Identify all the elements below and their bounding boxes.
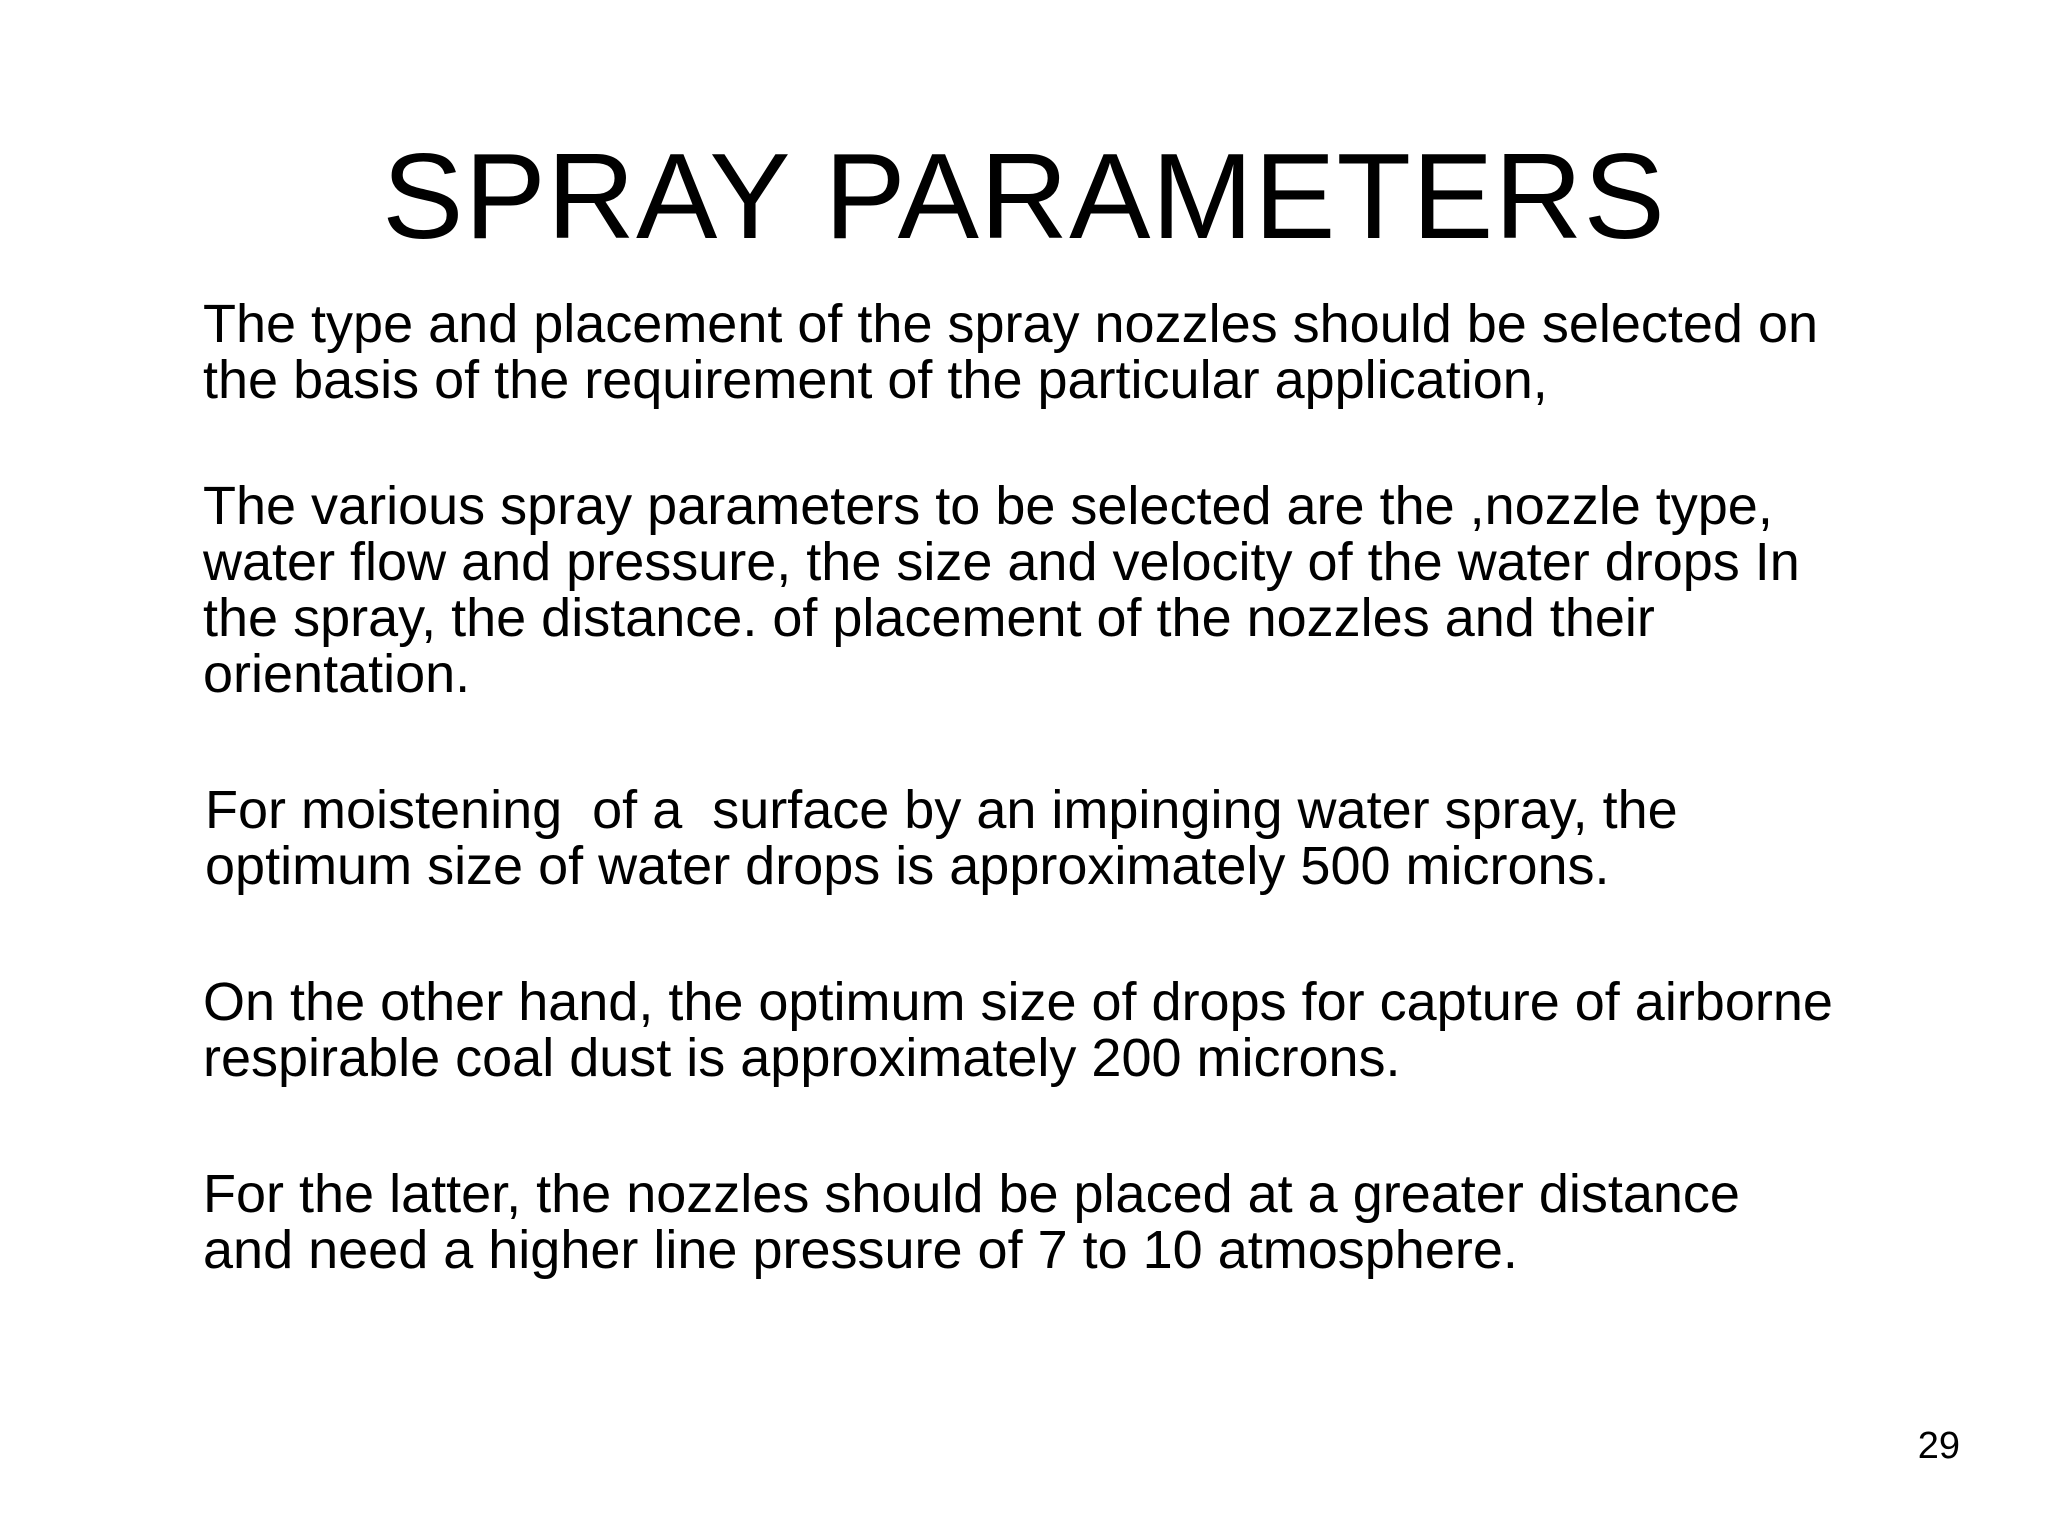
paragraph-line: the basis of the requirement of the particular application, xyxy=(203,350,1548,410)
paragraph-moistening xyxy=(205,782,1965,894)
paragraph-airborne-dust xyxy=(203,974,1963,1086)
paragraph-line: optimum size of water drops is approximately 500 microns. xyxy=(205,836,1610,896)
paragraph-line: orientation. xyxy=(203,644,471,704)
page-number: 29 xyxy=(1917,1425,1960,1467)
paragraph-line: For the latter, the nozzles should be placed at a greater distance xyxy=(203,1164,1740,1224)
paragraph-line: On the other hand, the optimum size of drops for capture of airborne xyxy=(203,972,1833,1032)
paragraph-line: The various spray parameters to be selected are the ,nozzle type, xyxy=(203,476,1773,536)
paragraph-line: respirable coal dust is approximately 200 microns. xyxy=(203,1028,1401,1088)
paragraph-line: water flow and pressure, the size and velocity of the water drops In xyxy=(203,532,1800,592)
paragraph-nozzle-selection xyxy=(203,296,1963,408)
paragraph-line: the spray, the distance. of placement of the nozzles and their xyxy=(203,588,1655,648)
paragraph-line: and need a higher line pressure of 7 to 10 atmosphere. xyxy=(203,1220,1518,1280)
paragraph-line: The type and placement of the spray nozzles should be selected on xyxy=(203,294,1819,354)
paragraph-line-pressure xyxy=(203,1166,1963,1278)
slide-title: SPRAY PARAMETERS xyxy=(382,128,1666,264)
paragraph-spray-parameters xyxy=(203,478,1963,702)
paragraph-line: For moistening of a surface by an impinging water spray, the xyxy=(205,780,1678,840)
